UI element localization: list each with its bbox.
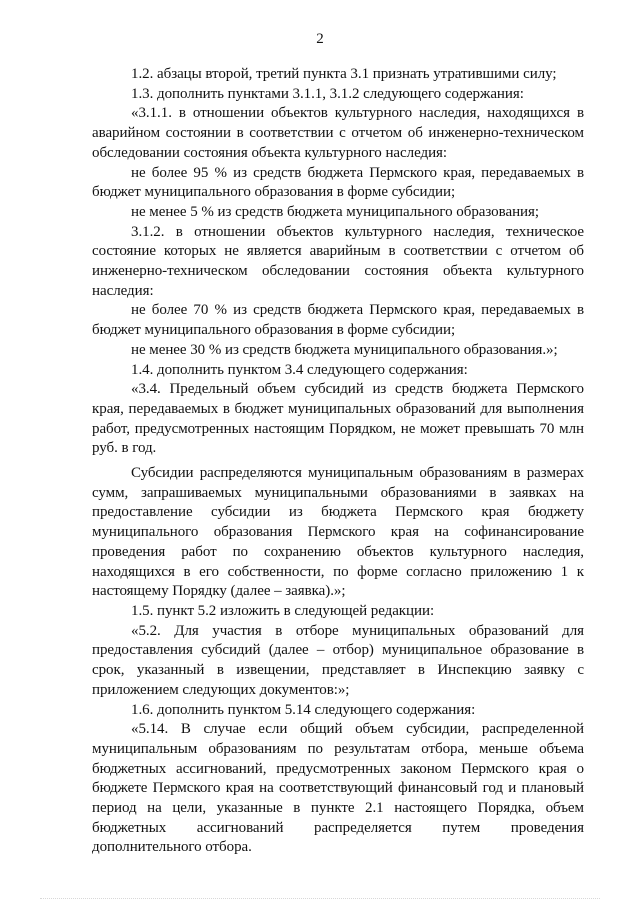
page-number: 2 — [316, 31, 324, 47]
paragraph-3-1-2: 3.1.2. в отношении объектов культурного наследия, техническое состояние которых не является аварийным в соответствии с отчетом об инженерно-техническом обследовании состояния объекта культурного наследия: — [92, 223, 584, 299]
scan-edge-line — [40, 898, 600, 899]
paragraph-subsidies-distribution: Субсидии распределяются муниципальным образованиям в размерах сумм, запрашиваемых муниципальными образованиями в заявках на предоставление субсидии из бюджета Пермского края бюджету муниципального образования Пермского края на софинансирование проведения работ по сохранению объектов культурного наследия, находящихся в его собственности, по форме согласно приложению 1 к настоящему Порядку (далее – заявка).»; — [92, 465, 584, 600]
paragraph-1-6: 1.6. дополнить пунктом 5.14 следующего содержания: — [131, 701, 476, 718]
document-body — [92, 65, 584, 858]
paragraph-3-4: «3.4. Предельный объем субсидий из средств бюджета Пермского края, передаваемых в бюджет муниципальных образований для выполнения работ, предусмотренных настоящим Порядком, не может превышать 70 млн руб. в год. — [92, 381, 584, 457]
paragraph-5-14: «5.14. В случае если общий объем субсидии, распределенной муниципальным образованиям по результатам отбора, меньше объема бюджетных ассигнований, предусмотренных законом Пермского края о бюджете Пермского края на соответствующий финансовый год и плановый период на цели, указанные в пункте 2.1 настоящего Порядка, объем бюджетных ассигнований распределяется путем проведения дополнительного отбора. — [92, 721, 584, 856]
paragraph-3-1-1: «3.1.1. в отношении объектов культурного наследия, находящихся в аварийном состоянии в соответствии с отчетом об инженерно-техническом обследовании состояния объекта культурного наследия: — [92, 105, 584, 161]
paragraph-3-1-2-municipal-share: не менее 30 % из средств бюджета муниципального образования.»; — [131, 341, 558, 358]
paragraph-3-1-1-krai-share: не более 95 % из средств бюджета Пермского края, передаваемых в бюджет муниципального образования в форме субсидии; — [92, 164, 584, 201]
paragraph-1-4: 1.4. дополнить пунктом 3.4 следующего содержания: — [131, 361, 468, 378]
paragraph-3-1-1-municipal-share: не менее 5 % из средств бюджета муниципального образования; — [131, 203, 539, 220]
paragraph-3-1-2-krai-share: не более 70 % из средств бюджета Пермского края, передаваемых в бюджет муниципального образования в форме субсидии; — [92, 302, 584, 339]
paragraph-1-5: 1.5. пункт 5.2 изложить в следующей редакции: — [131, 602, 435, 619]
paragraph-1-2: 1.2. абзацы второй, третий пункта 3.1 признать утратившими силу; — [131, 66, 557, 82]
paragraph-1-3: 1.3. дополнить пунктами 3.1.1, 3.1.2 следующего содержания: — [131, 85, 524, 102]
paragraph-5-2: «5.2. Для участия в отборе муниципальных образований для предоставления субсидий (далее – отбор) муниципальное образование в срок, указанный в извещении, представляет в Инспекцию заявку с приложением следующих документов:»; — [92, 622, 584, 698]
